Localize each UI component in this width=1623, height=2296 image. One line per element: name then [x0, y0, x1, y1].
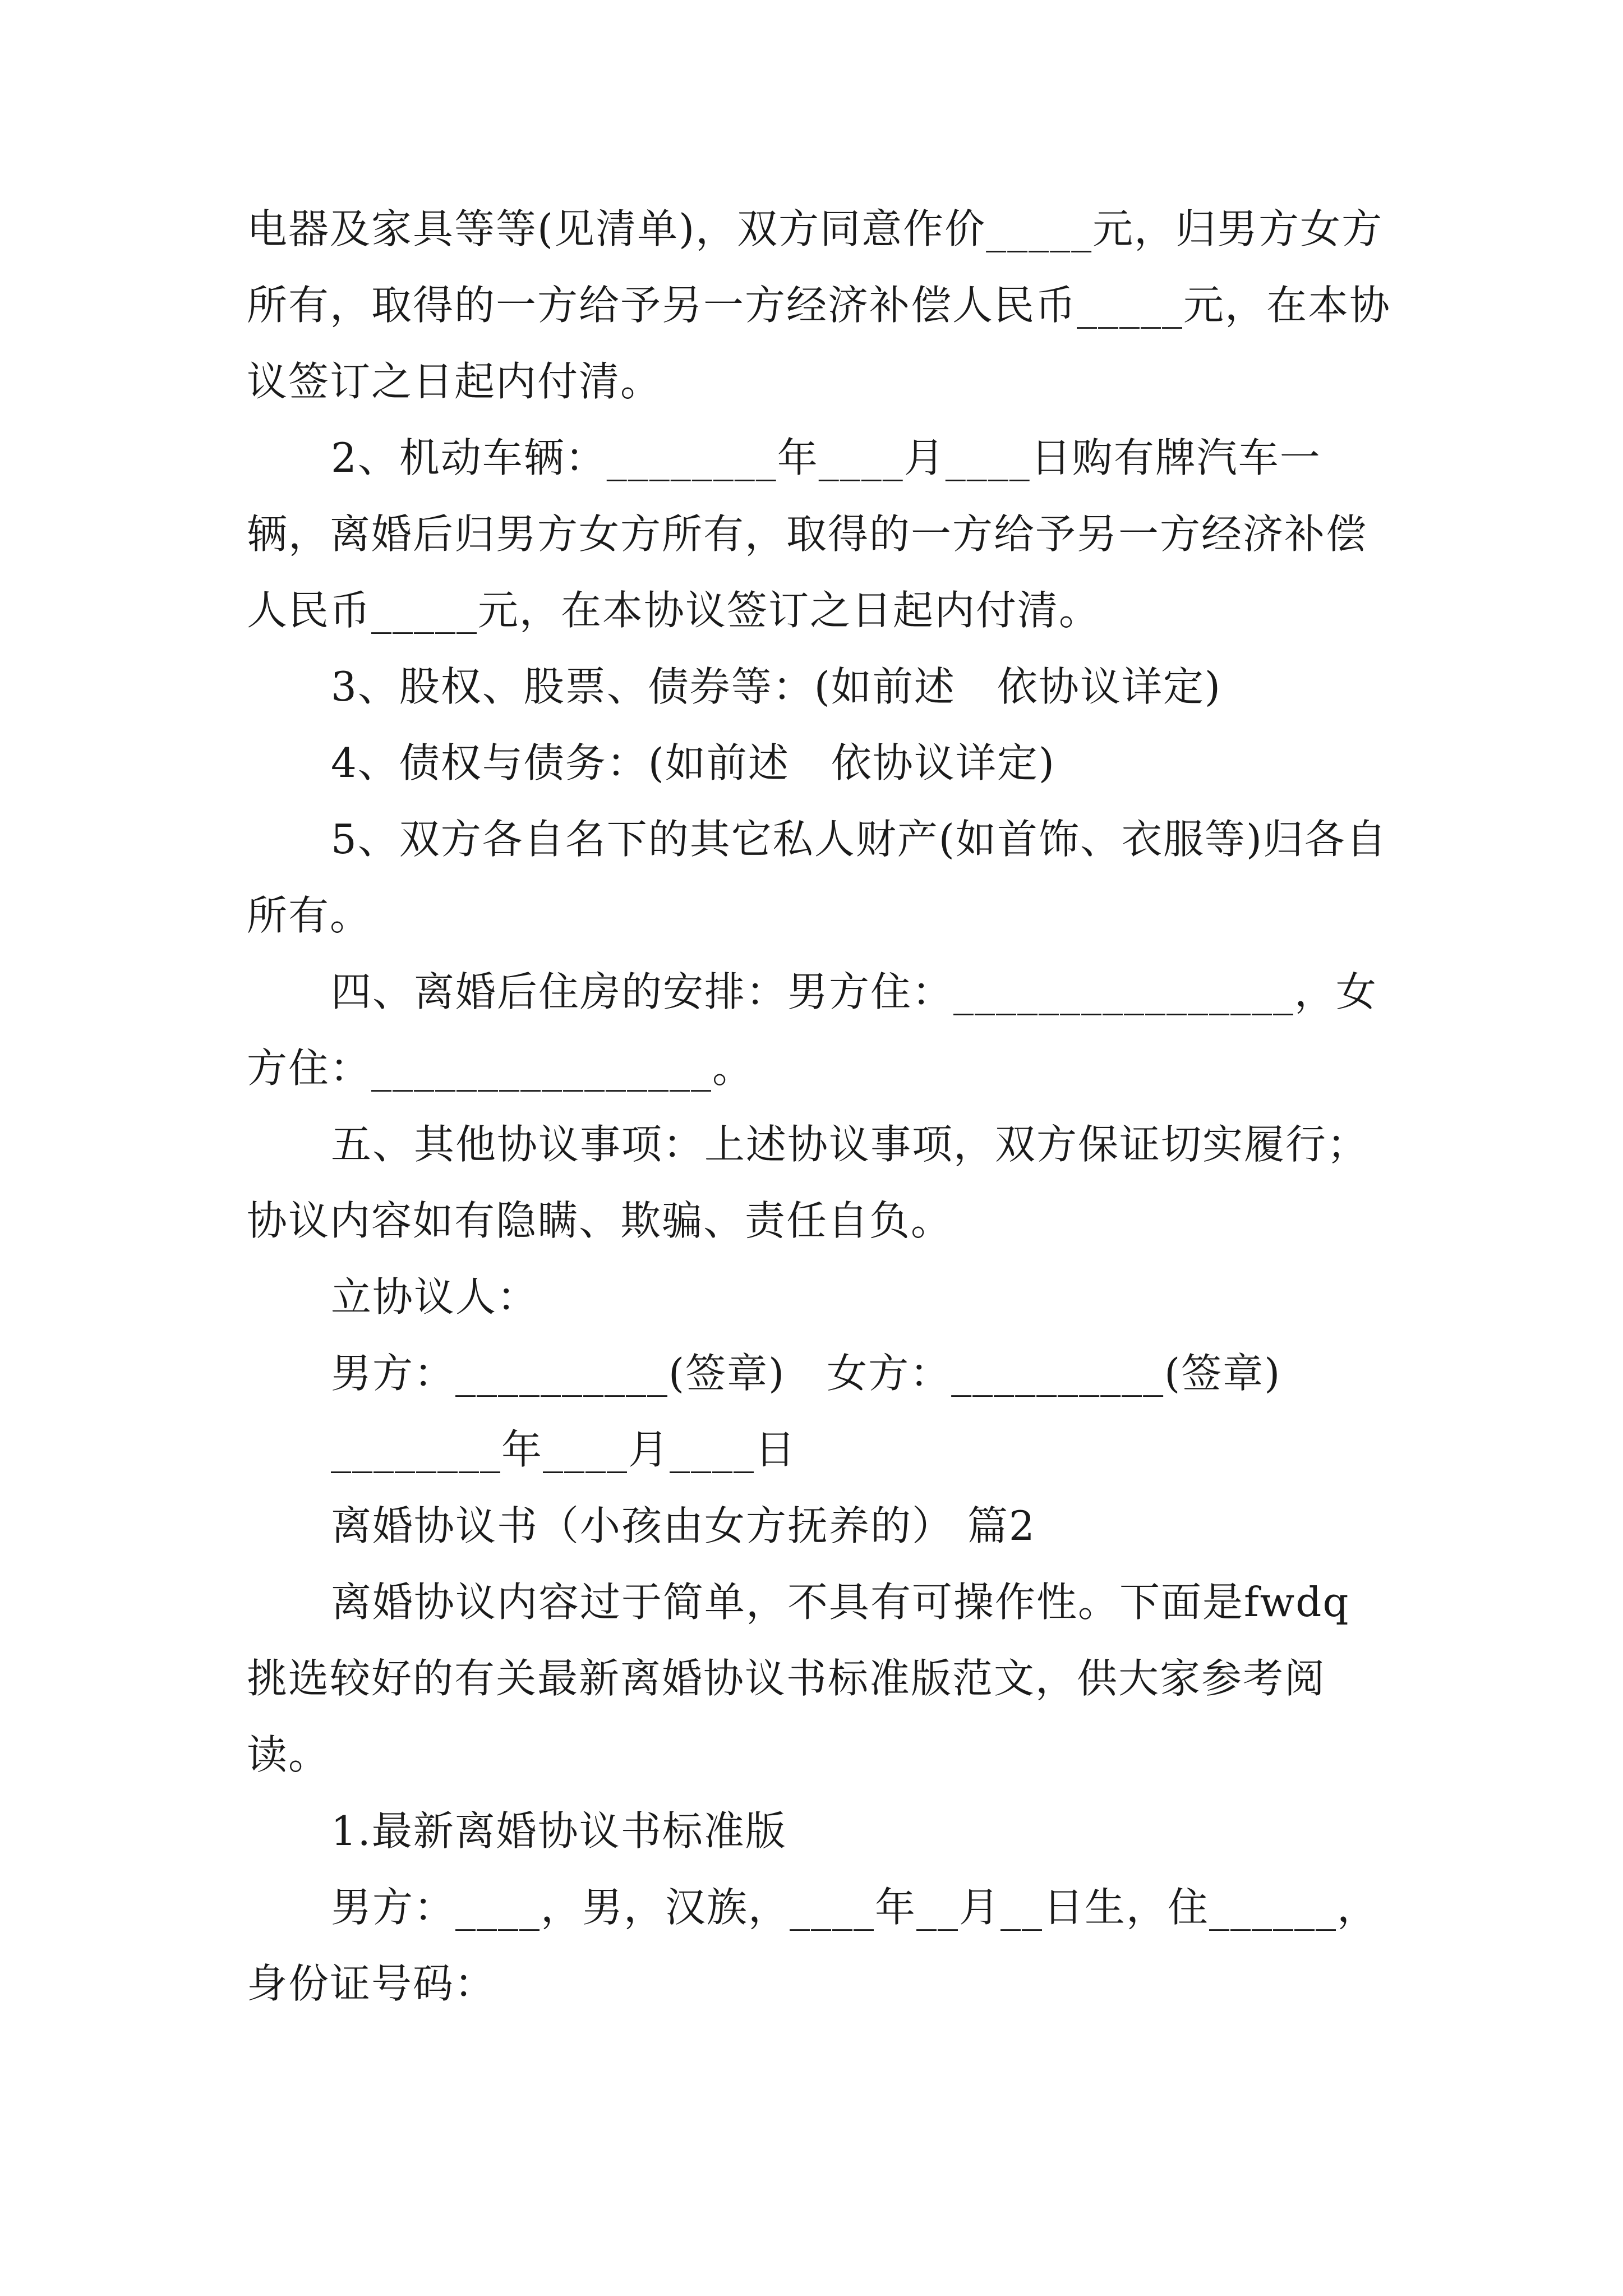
- paragraph-housing: 四、离婚后住房的安排：男方住：________________，女方住：________________。: [247, 968, 1378, 1092]
- paragraph-stocks: 3、股权、股票、债券等：(如前述 依协议详定): [331, 663, 1221, 710]
- paragraph-personal-property: 5、双方各自名下的其它私人财产(如首饰、衣服等)归各自所有。: [247, 816, 1387, 939]
- paragraph-vehicle: 2、机动车辆：________年____月____日购有牌汽车一辆，离婚后归男方女方所有，取得的一方给予另一方经济补偿人民币_____元，在本协议签订之日起内付清。: [247, 434, 1368, 634]
- paragraph-intro: 离婚协议内容过于简单，不具有可操作性。下面是fwdq挑选较好的有关最新离婚协议书标准版范文，供大家参考阅读。: [247, 1579, 1350, 1778]
- paragraph-male-party: 男方：____，男，汉族，____年__月__日生，住______，身份证号码：: [247, 1884, 1379, 2007]
- paragraph-debts: 4、债权与债务：(如前述 依协议详定): [331, 739, 1055, 786]
- paragraph-other-matters: 五、其他协议事项：上述协议事项，双方保证切实履行；协议内容如有隐瞒、欺骗、责任自负。: [247, 1121, 1369, 1244]
- section-title: 离婚协议书（小孩由女方抚养的） 篇2: [331, 1502, 1036, 1549]
- document-body: [247, 191, 1391, 2022]
- signature-line: 男方：__________(签章) 女方：__________(签章): [331, 1350, 1281, 1397]
- paragraph-appliances: 电器及家具等等(见清单)，双方同意作价_____元，归男方女方所有，取得的一方给予另一方经济补偿人民币_____元，在本协议签订之日起内付清。: [247, 205, 1391, 405]
- signatories-heading: 立协议人：: [331, 1273, 539, 1320]
- subsection-title: 1.最新离婚协议书标准版: [331, 1807, 787, 1855]
- date-line: ________年____月____日: [331, 1426, 796, 1473]
